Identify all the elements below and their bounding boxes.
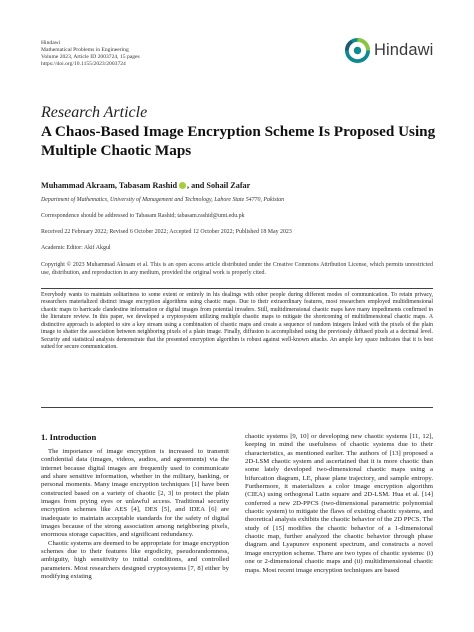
academic-editor: Academic Editor: Akif Akgul [41, 245, 111, 251]
journal-volume: Volume 2023, Article ID 2003724, 15 pages [41, 54, 140, 61]
publication-dates: Received 22 February 2022; Revised 6 October 2022; Accepted 12 October 2022; Published 18 May 2023 [41, 229, 292, 235]
hindawi-wordmark: Hindawi [374, 41, 434, 59]
journal-doi-link[interactable]: https://doi.org/10.1155/2023/2003724 [41, 61, 126, 68]
section-heading: 1. Introduction [41, 432, 97, 442]
affiliation: Department of Mathematics, University of Management and Technology, Lahore State 54770, Pakistan [41, 197, 285, 203]
paragraph: The importance of image encryption is increased to transmit confidential data (images, videos, audios, and agreements) via the internet because digital images are frequently used to communicate and share sensitive information, whether in the military, banking, or personal moments. Many image encryption techniques [1] have been constructed based on a variety of chaotic [2, 3] to protect the plain images from prying eyes or unlawful access. Traditional security encryption schemes like AES [4], DES [5], and IDEA [6] are inadequate to maintain acceptable standards for the safety of digital images because of the strong association among neighboring pixels, enormous storage capacities, and significant redundancy. [41, 448, 229, 539]
abstract: Everybody wants to maintain solitariness to some extent or entirely in his dealings with other people during different modes of communication. To retain privacy, researchers materialized distinct image encryption algorithms using chaotic maps. Due to their extraordinary features, most researchers employed multidimensional chaotic maps to barricade clandestine information or digital images from potential invaders. Still, multidimensional chaotic maps have many impediments confirmed in the literature review. In this paper, we developed a cryptosystem utilizing multiple chaotic maps to mitigate the shortcoming of multidimensional chaotic maps. A distinctive approach is adopted to sire a key stream using a combination of chaotic maps and create a sequence of random integers linked with the pixels of the plain image to shatter the association between neighboring pixels of a plain image. Finally, diffusion is accomplished using the previously diffused pixels at a decimal level. Security and statistical analysis demonstrate that the presented encryption algorithm is robust against well-known attacks. An ample key space indicates that it is best suited for secure communication. [41, 292, 433, 351]
right-column [245, 433, 433, 575]
orcid-icon[interactable] [179, 182, 186, 189]
abstract-bottom-divider [41, 407, 433, 408]
paragraph: Chaotic systems are deemed to be appropriate for image encryption schemes due to their features like ergodicity, pseudorandomness, ambiguity, high sensitivity to initial conditions, and controlled parameters. Most researchers designed cryptosystems [7, 8] either by modifying existing [41, 539, 229, 581]
abstract-top-divider [41, 288, 433, 289]
hindawi-logo[interactable] [345, 38, 433, 63]
article-title: A Chaos-Based Image Encryption Scheme Is Proposed Using Multiple Chaotic Maps [41, 123, 436, 159]
authors-first: Muhammad Akraam, Tabasam Rashid [41, 181, 178, 190]
hindawi-logo-icon [345, 38, 370, 63]
author-list [41, 181, 250, 190]
article-type: Research Article [41, 104, 148, 121]
journal-name: Mathematical Problems in Engineering [41, 47, 129, 54]
authors-last: , and Sohail Zafar [187, 181, 251, 190]
correspondence: Correspondence should be addressed to Tabasam Rashid; tabasam.rashid@umt.edu.pk [41, 213, 245, 219]
journal-meta [41, 40, 140, 68]
journal-publisher: Hindawi [41, 40, 61, 46]
left-column [41, 448, 229, 582]
paragraph: chaotic systems [9, 10] or developing new chaotic systems [11, 12], keeping in mind the usefulness of chaotic systems due to their characteristics, as mentioned earlier. The authors of [13] proposed a 2D-LSM chaotic system and ascertained that it is more chaotic than some lately developed two-dimensional chaotic maps using a bifurcation diagram, LE, phase plane trajectory, and sample entropy. Furthermore, it materializes a color image encryption algorithm (CIEA) using orthogonal Latin square and 2D-LSM. Hua et al. [14] conferred a new 2D-PPCS (two-dimensional parametric polynomial chaotic system) to mitigate the flaws of existing chaotic systems, and theoretical analysis exhibits the chaotic behavior of the 2D PPCS. The study of [15] modifies the chaotic behavior of a 1-dimensional chaotic map, further analyzed the chaotic behavior through phase diagram and Lyapunov exponent spectrum, and constructs a novel image encryption scheme. There are two types of chaotic systems: (i) one or 2-dimensional chaotic maps and (ii) multidimensional chaotic maps. Most recent image encryption techniques are based [245, 433, 434, 574]
copyright-notice: Copyright © 2023 Muhammad Akraam et al. This is an open access article distributed under the Creative Commons Attribution License, which permits unrestricted use, distribution, and reproduction in any medium, provided the original work is properly cited. [41, 262, 433, 276]
